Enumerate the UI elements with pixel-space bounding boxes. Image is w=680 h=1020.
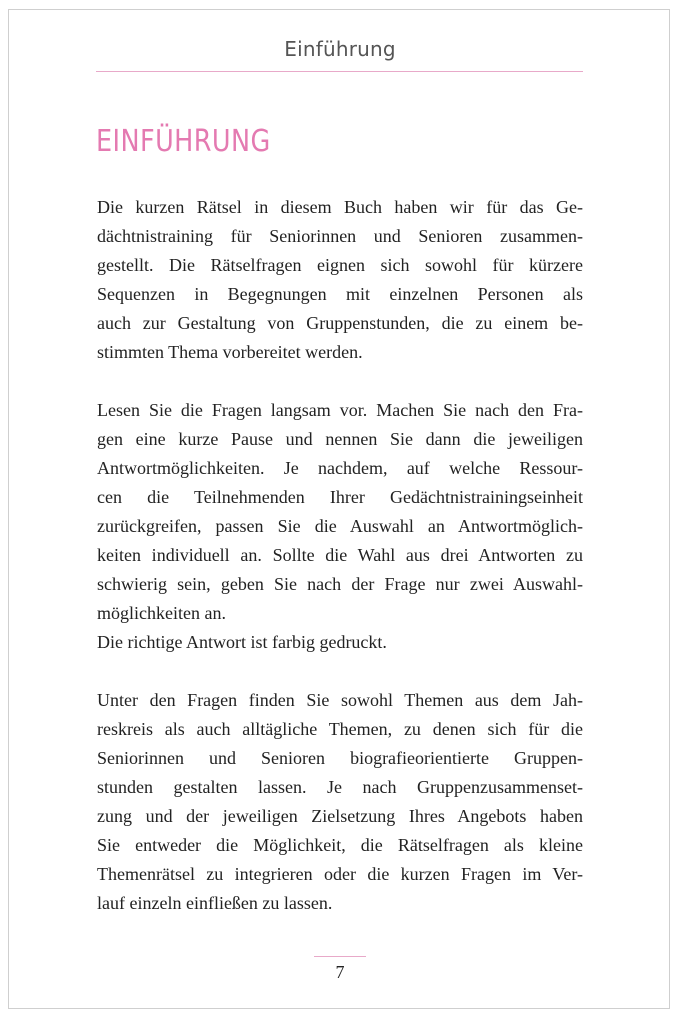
footer-divider (314, 956, 366, 957)
text-line: Seniorinnen und Senioren biografieorientierte Gruppen- (97, 748, 583, 768)
paragraph-spacer (97, 367, 583, 396)
text-line: Die kurzen Rätsel in diesem Buch haben wir für das Ge- (97, 197, 583, 217)
text-line: möglichkeiten an. (97, 603, 226, 623)
text-line: zung und der jeweiligen Zielsetzung Ihres Angebots haben (97, 806, 583, 826)
text-line: Themenrätsel zu integrieren oder die kurzen Fragen im Ver- (97, 864, 583, 884)
text-line: Lesen Sie die Fragen langsam vor. Machen Sie nach den Fra- (97, 400, 583, 420)
text-line: lauf einzeln einfließen zu lassen. (97, 893, 333, 913)
header-divider (96, 71, 583, 72)
paragraph-1 (97, 193, 583, 367)
running-header: Einführung (284, 37, 396, 61)
text-line: stimmten Thema vorbereitet werden. (97, 342, 363, 362)
paragraph-spacer (97, 657, 583, 686)
paragraph-2 (97, 396, 583, 657)
text-line: Sequenzen in Begegnungen mit einzelnen Personen als (97, 284, 583, 304)
text-line: gestellt. Die Rätselfragen eignen sich sowohl für kürzere (97, 255, 583, 275)
text-line: reskreis als auch alltägliche Themen, zu denen sich für die (97, 719, 583, 739)
body-text (97, 193, 583, 918)
text-line: Die richtige Antwort ist farbig gedruckt. (97, 632, 387, 652)
text-line: Antwortmöglichkeiten. Je nachdem, auf welche Ressour- (97, 458, 583, 478)
page-number: 7 (335, 962, 345, 982)
text-line: cen die Teilnehmenden Ihrer Gedächtnistrainingseinheit (97, 487, 583, 507)
text-line: zurückgreifen, passen Sie die Auswahl an Antwortmöglich- (97, 516, 583, 536)
text-line: schwierig sein, geben Sie nach der Frage nur zwei Auswahl- (97, 574, 583, 594)
text-line: Unter den Fragen finden Sie sowohl Themen aus dem Jah- (97, 690, 583, 710)
text-line: stunden gestalten lassen. Je nach Gruppenzusammenset- (97, 777, 583, 797)
paragraph-3 (97, 686, 583, 918)
text-line: auch zur Gestaltung von Gruppenstunden, die zu einem be- (97, 313, 583, 333)
text-line: Sie entweder die Möglichkeit, die Rätselfragen als kleine (97, 835, 583, 855)
text-line: dächtnistraining für Seniorinnen und Senioren zusammen- (97, 226, 583, 246)
text-line: gen eine kurze Pause und nennen Sie dann die jeweiligen (97, 429, 583, 449)
chapter-title: EINFÜHRUNG (96, 124, 271, 159)
text-line: keiten individuell an. Sollte die Wahl aus drei Antworten zu (97, 545, 583, 565)
